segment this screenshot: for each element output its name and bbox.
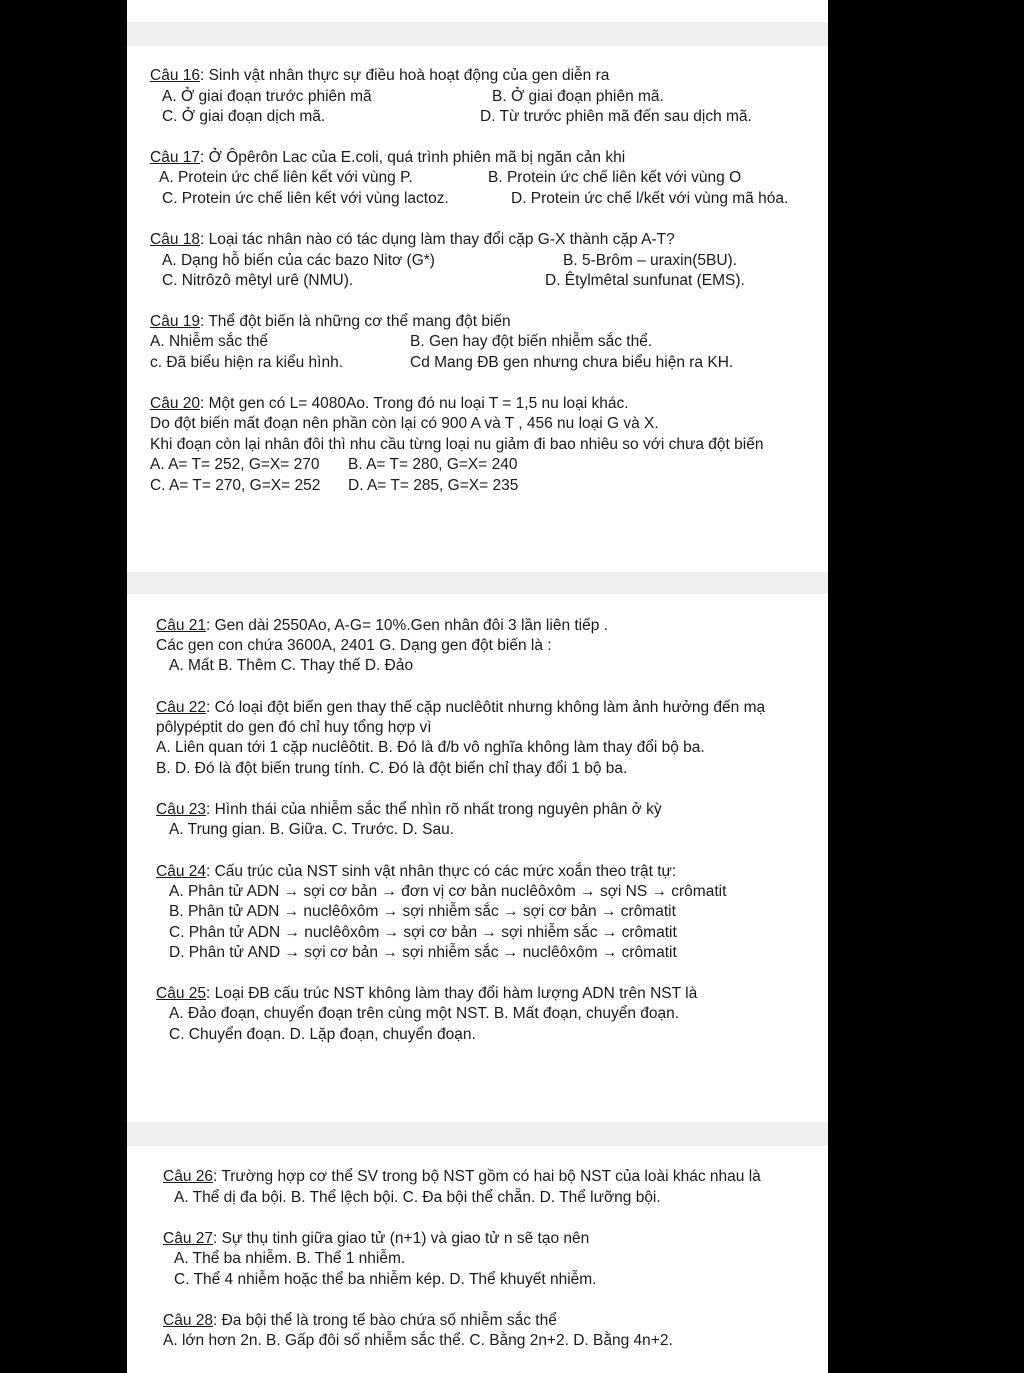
question-17 (150, 148, 625, 168)
question-text: : Sinh vật nhân thực sự điều hoà hoạt động của gen diễn ra (199, 67, 610, 84)
question-text-line: Khi đoạn còn lại nhân đôi thì nhu cầu từng loại nu giảm đi bao nhiêu so với chưa đột biến (150, 436, 764, 453)
options-row: A. Liên quan tới 1 cặp nuclêôtit. B. Đó là đ/b vô nghĩa không làm thay đổi bộ ba. (156, 739, 705, 756)
question-25 (156, 984, 697, 1004)
question-text-line: Các gen con chứa 3600A, 2401 G. Dạng gen đột biến là : (156, 637, 552, 654)
question-text: : Loại tác nhân nào có tác dụng làm thay đổi cặp G-X thành cặp A-T? (199, 231, 675, 248)
option-a: A. A= T= 252, G=X= 270 (150, 456, 320, 473)
option-b: B. Gen hay đột biến nhiễm sắc thể. (410, 333, 653, 350)
option-b: B. Ở giai đoạn phiên mã. (492, 88, 664, 105)
question-text: : Gen dài 2550Ao, A-G= 10%.Gen nhân đôi 3 lần liên tiếp . (205, 617, 608, 634)
question-text: : Thể đột biến là những cơ thể mang đột biến (199, 313, 511, 330)
question-27 (163, 1229, 589, 1249)
option-b: B. Phân tử ADN → nuclêôxôm → sợi nhiễm sắc → sợi cơ bản → crômatit (169, 903, 676, 920)
option-d: D. Êtylmêtal sunfunat (EMS). (545, 272, 745, 289)
section-divider (127, 22, 828, 46)
question-21 (156, 616, 608, 636)
option-c: C. A= T= 270, G=X= 252 (150, 477, 321, 494)
section-divider (127, 1122, 828, 1146)
question-number: Câu 19 (150, 313, 200, 330)
option-a: A. Nhiễm sắc thể (150, 333, 269, 350)
option-b: B. 5-Brôm – uraxin(5BU). (563, 252, 737, 269)
options-row: C. Chuyển đoạn. D. Lặp đoạn, chuyển đoạn. (169, 1026, 476, 1043)
question-number: Câu 20 (150, 395, 200, 412)
document-page (127, 0, 828, 1373)
question-number: Câu 27 (163, 1230, 213, 1247)
option-c: C. Ở giai đoạn dịch mã. (162, 108, 326, 125)
option-d: D. Từ trước phiên mã đến sau dịch mã. (480, 108, 752, 125)
option-a: A. Ở giai đoạn trước phiên mã (162, 88, 372, 105)
question-text: : Một gen có L= 4080Ao. Trong đó nu loại T = 1,5 nu loại khác. (199, 395, 629, 412)
option-d: Cd Mang ĐB gen nhưng chưa biểu hiện ra KH. (410, 354, 734, 371)
question-text: : Trường hợp cơ thể SV trong bộ NST gồm có hai bộ NST của loài khác nhau là (212, 1168, 761, 1185)
question-number: Câu 26 (163, 1168, 213, 1185)
option-c: c. Đã biểu hiện ra kiểu hình. (150, 354, 344, 371)
options-row: C. Thể 4 nhiễm hoặc thể ba nhiễm kép. D. Thể khuyết nhiễm. (174, 1271, 597, 1288)
option-d: D. Phân tử AND → sợi cơ bản → sợi nhiễm sắc → nuclêôxôm → crômatit (169, 944, 677, 961)
question-number: Câu 16 (150, 67, 200, 84)
question-number: Câu 18 (150, 231, 200, 248)
question-text-line: Do đột biến mất đoạn nên phần còn lại có 900 A và T , 456 nu loại G và X. (150, 415, 659, 432)
question-number: Câu 25 (156, 985, 206, 1002)
question-text: : Sự thụ tinh giữa giao tử (n+1) và giao tử n sẽ tạo nên (212, 1230, 590, 1247)
options-row: A. Thể dị đa bội. B. Thể lệch bội. C. Đa bội thể chẵn. D. Thể lưỡng bội. (174, 1189, 661, 1206)
question-text: : Loại ĐB cấu trúc NST không làm thay đổi hàm lượng ADN trên NST là (205, 985, 698, 1002)
question-22 (156, 698, 765, 718)
question-number: Câu 17 (150, 149, 200, 166)
question-number: Câu 23 (156, 801, 206, 818)
question-26 (163, 1167, 761, 1187)
options-row: A. Đảo đoạn, chuyển đoạn trên cùng một NST. B. Mất đoạn, chuyển đoạn. (169, 1005, 680, 1022)
question-28 (163, 1311, 557, 1331)
options-row: A. Trung gian. B. Giữa. C. Trước. D. Sau. (169, 821, 455, 838)
question-16 (150, 66, 609, 86)
options-row: A. lớn hơn 2n. B. Gấp đôi số nhiễm sắc thể. C. Bằng 2n+2. D. Bằng 4n+2. (163, 1332, 673, 1349)
question-text: : Đa bội thể là trong tế bào chứa số nhiễm sắc thể (212, 1312, 557, 1329)
question-24 (156, 862, 676, 882)
question-number: Câu 21 (156, 617, 206, 634)
question-number: Câu 24 (156, 863, 206, 880)
options-row: B. D. Đó là đột biến trung tính. C. Đó là đột biến chỉ thay đổi 1 bộ ba. (156, 760, 628, 777)
options-row: A. Thể ba nhiễm. B. Thể 1 nhiễm. (174, 1250, 406, 1267)
question-text: : Cấu trúc của NST sinh vật nhân thực có các mức xoắn theo trật tự: (205, 863, 677, 880)
option-b: B. A= T= 280, G=X= 240 (348, 456, 518, 473)
question-text: : Có loại đột biến gen thay thế cặp nuclêôtit nhưng không làm ảnh hưởng đến mạ (205, 699, 766, 716)
question-19 (150, 312, 511, 332)
question-text-line: pôlypéptit do gen đó chỉ huy tổng hợp vì (156, 719, 432, 736)
question-18 (150, 230, 675, 250)
option-a: A. Dạng hỗ biến của các bazo Nitơ (G*) (162, 252, 435, 269)
option-a: A. Phân tử ADN → sợi cơ bản → đơn vị cơ bản nuclêôxôm → sợi NS → crômatit (169, 883, 727, 900)
options-row: A. Mất B. Thêm C. Thay thế D. Đảo (169, 657, 414, 674)
question-number: Câu 22 (156, 699, 206, 716)
option-c: C. Protein ức chế liên kết với vùng lactoz. (162, 190, 449, 207)
question-20 (150, 394, 629, 414)
option-a: A. Protein ức chế liên kết với vùng P. (159, 169, 413, 186)
section-divider (127, 572, 828, 594)
question-text: : Hình thái của nhiễm sắc thể nhìn rõ nhất trong nguyên phân ở kỳ (205, 801, 662, 818)
question-23 (156, 800, 662, 820)
option-c: C. Nitrôzô mêtyl urê (NMU). (162, 272, 354, 289)
question-text: : Ở Ôpêrôn Lac của E.coli, quá trình phiên mã bị ngăn cản khi (199, 149, 626, 166)
option-b: B. Protein ức chế liên kết với vùng O (488, 169, 742, 186)
option-d: D. A= T= 285, G=X= 235 (348, 477, 519, 494)
question-number: Câu 28 (163, 1312, 213, 1329)
option-d: D. Protein ức chế l/kết với vùng mã hóa. (511, 190, 789, 207)
option-c: C. Phân tử ADN → nuclêôxôm → sợi cơ bản → sợi nhiễm sắc → crômatit (169, 924, 677, 941)
